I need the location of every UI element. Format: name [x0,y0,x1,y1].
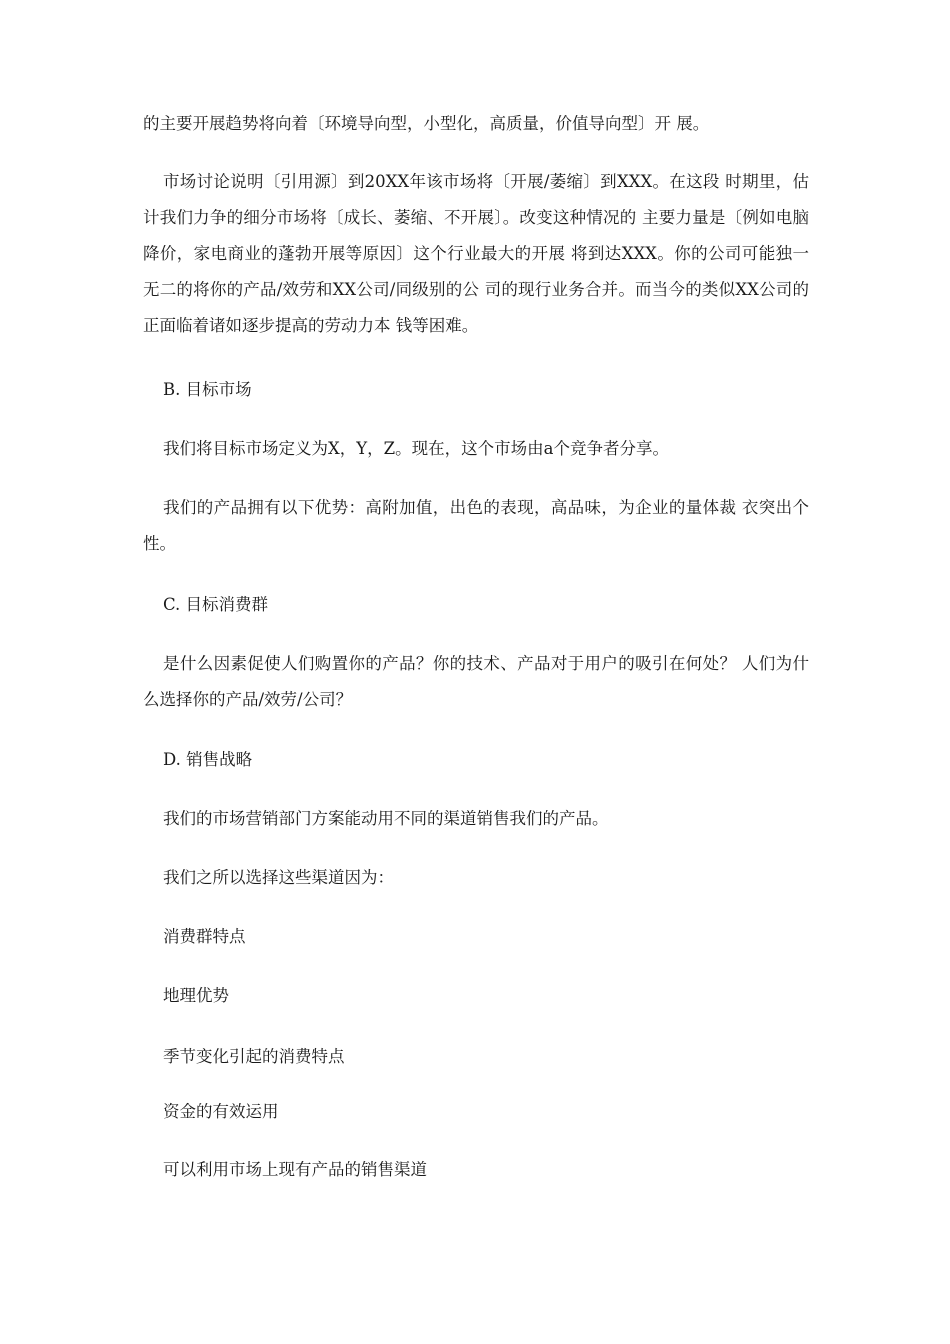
heading-sales-strategy: D. 销售战略 [163,750,253,769]
paragraph-channel-reasons: 我们之所以选择这些渠道因为： [163,868,394,887]
list-item-capital-use: 资金的有效运用 [163,1102,279,1121]
list-item-geographic-advantage: 地理优势 [163,986,229,1005]
paragraph-consumer-questions: 是什么因素促使人们购置你的产品？你的技术、产品对于用户的吸引在何处？ 人们为什么选择你的产品/效劳/公司？ [143,654,809,709]
paragraph-trend: 的主要开展趋势将向着〔环境导向型，小型化，高质量，价值导向型〕开 展。 [143,114,710,133]
paragraph-sales-channels: 我们的市场营销部门方案能动用不同的渠道销售我们的产品。 [163,809,609,828]
list-item-seasonal-consumption: 季节变化引起的消费特点 [163,1047,345,1066]
paragraph-target-market-definition: 我们将目标市场定义为X，Y，Z。现在，这个市场由a个竞争者分享。 [163,439,669,458]
list-item-existing-channels: 可以利用市场上现有产品的销售渠道 [163,1160,427,1179]
heading-target-consumers: C. 目标消费群 [163,595,269,614]
heading-target-market: B. 目标市场 [163,380,252,399]
paragraph-market-research: 市场讨论说明〔引用源〕到20XX年该市场将〔开展/萎缩〕到XXX。在这段 时期里，估计我们力争的细分市场将〔成长、萎缩、不开展〕。改变这种情况的 主要力量是〔例如电脑降价，家电商业的蓬勃开展等原因〕这个行业最大的开展 将到达XXX。你的公司可能独一无二的将你的产品/效劳和XX公司/同级别的公 司的现行业务合并。而当今的类似XX公司的正面临着诸如逐步提高的劳动力本 钱等困难。 [143,172,809,335]
list-item-consumer-traits: 消费群特点 [163,927,246,946]
paragraph-product-advantages: 我们的产品拥有以下优势：高附加值，出色的表现，高品味，为企业的量体裁 衣突出个性。 [143,498,809,553]
